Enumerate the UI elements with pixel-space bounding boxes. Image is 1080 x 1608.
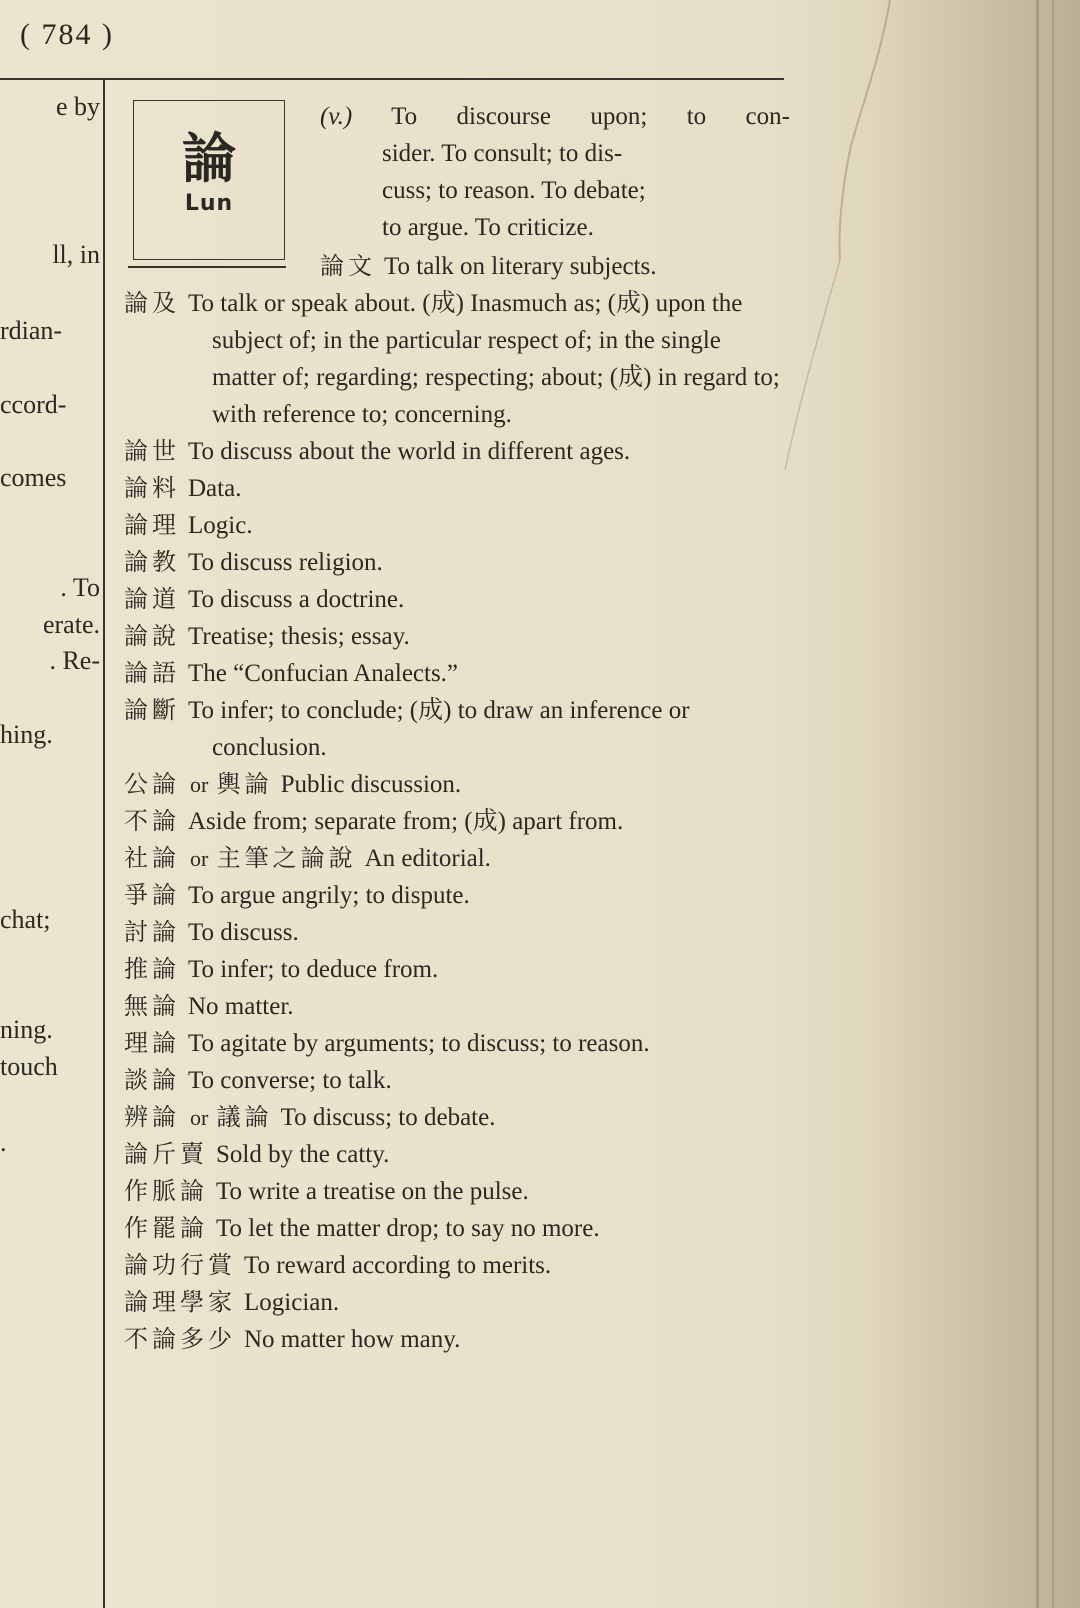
- compound-definition: Logician.: [244, 1289, 340, 1316]
- list-item: [124, 1099, 788, 1136]
- compound-definition: To talk on literary subjects.: [384, 253, 657, 280]
- compound-headword: 討論: [124, 918, 180, 946]
- page-edge: [1036, 0, 1039, 1608]
- compound-definition: Aside from; separate from; (成) apart from.: [188, 808, 624, 835]
- list-item: [124, 507, 788, 544]
- list-item: [124, 766, 788, 803]
- compound-definition: To argue angrily; to dispute.: [188, 882, 470, 909]
- compound-definition: To discuss a doctrine.: [188, 586, 405, 613]
- fragment-text: e by: [55, 92, 100, 121]
- compound-headword: 不論: [124, 807, 180, 835]
- list-item: [124, 1210, 788, 1247]
- compound-headword: 論理: [124, 511, 180, 539]
- fragment-text: .: [0, 1128, 7, 1157]
- part-of-speech: (v.): [320, 103, 353, 130]
- compound-definition: The “Confucian Analects.”: [188, 660, 459, 687]
- headword-box: [133, 100, 285, 260]
- fragment-text: ning.: [0, 1015, 53, 1044]
- compound-headword: 作罷論: [124, 1214, 208, 1242]
- compound-definition: To let the matter drop; to say no more.: [216, 1215, 600, 1242]
- compound-definition: No matter how many.: [244, 1326, 461, 1353]
- list-item: [124, 618, 788, 655]
- list-item: [124, 692, 788, 766]
- compound-headword: 談論: [124, 1066, 180, 1094]
- compound-definition: To discuss about the world in different ages.: [188, 438, 631, 465]
- fragment-text: ll, in: [52, 240, 100, 269]
- definition-line: cuss; to reason. To debate;: [382, 177, 646, 204]
- compound-headword: 推論: [124, 955, 180, 983]
- compound-definition: To reward according to merits.: [244, 1252, 552, 1279]
- compound-entries-list: [124, 248, 788, 1358]
- list-item: [124, 1136, 788, 1173]
- or-connector: or: [190, 846, 209, 871]
- compound-definition: An editorial.: [364, 845, 491, 872]
- headword-character: 論: [182, 127, 236, 190]
- compound-headword: 作脈論: [124, 1177, 208, 1205]
- list-item: [124, 840, 788, 877]
- fragment-text: touch: [0, 1052, 58, 1081]
- list-item: [124, 433, 788, 470]
- fragment-text: . Re-: [49, 646, 100, 675]
- list-item: [124, 1321, 788, 1358]
- page-number: ( 784 ): [20, 18, 114, 51]
- compound-definition: To talk or speak about. (成) Inasmuch as; (成) upon the subject of; in the particular respect of; in the single matter of; regarding; respecting; about; (成) in regard to; with reference to; concerning.: [188, 290, 780, 428]
- list-item: [124, 655, 788, 692]
- fragment-text: . To: [60, 573, 100, 602]
- list-item: [124, 1284, 788, 1321]
- compound-definition: To write a treatise on the pulse.: [216, 1178, 529, 1205]
- list-item: [124, 470, 788, 507]
- compound-definition: Sold by the catty.: [216, 1141, 390, 1168]
- compound-headword: 爭論: [124, 881, 180, 909]
- compound-headword: 理論: [124, 1029, 180, 1057]
- column-rule: [103, 80, 105, 1608]
- list-item: [320, 248, 788, 285]
- compound-headword: 論教: [124, 548, 180, 576]
- compound-headword: 公論: [124, 770, 180, 798]
- list-item: [124, 1025, 788, 1062]
- definition-line: sider. To consult; to dis-: [382, 140, 623, 167]
- compound-headword: 論理學家: [124, 1288, 236, 1316]
- list-item: [124, 1173, 788, 1210]
- main-definition: [320, 98, 790, 246]
- compound-headword: 論語: [124, 659, 180, 687]
- compound-definition: To converse; to talk.: [188, 1067, 392, 1094]
- compound-headword-alt: 議論: [216, 1103, 273, 1131]
- compound-headword: 論斤賣: [124, 1140, 208, 1168]
- compound-definition: Treatise; thesis; essay.: [188, 623, 410, 650]
- compound-headword: 論斷: [124, 696, 180, 724]
- headword-romanization: Lun: [184, 191, 234, 216]
- header-rule: [0, 78, 784, 80]
- compound-headword: 社論: [124, 844, 180, 872]
- compound-headword: 論及: [124, 289, 180, 317]
- list-item: [124, 544, 788, 581]
- compound-headword: 辨論: [124, 1103, 180, 1131]
- paper-tear-mark: [780, 0, 920, 700]
- fragment-text: chat;: [0, 905, 51, 934]
- compound-definition: Public discussion.: [280, 771, 462, 798]
- list-item: [124, 1247, 788, 1284]
- fragment-text: rdian-: [0, 316, 63, 345]
- list-item: [124, 914, 788, 951]
- list-item: [124, 285, 788, 433]
- fragment-text: erate.: [42, 610, 100, 639]
- list-item: [124, 988, 788, 1025]
- compound-headword: 不論多少: [124, 1325, 236, 1353]
- compound-headword: 論文: [320, 252, 376, 280]
- compound-definition: To infer; to conclude; (成) to draw an inference or conclusion.: [188, 697, 690, 761]
- list-item: [124, 951, 788, 988]
- compound-headword: 無論: [124, 992, 180, 1020]
- or-connector: or: [190, 1105, 209, 1130]
- compound-definition: To infer; to deduce from.: [188, 956, 439, 983]
- compound-definition: No matter.: [188, 993, 294, 1020]
- compound-headword: 論世: [124, 437, 180, 465]
- compound-definition: To discuss.: [188, 919, 299, 946]
- compound-definition: Logic.: [188, 512, 253, 539]
- page-edge: [1052, 0, 1054, 1608]
- fragment-text: ccord-: [0, 390, 67, 419]
- definition-line: (v.) To discourse upon; to con-: [320, 103, 790, 130]
- list-item: [124, 877, 788, 914]
- compound-headword-alt: 輿論: [216, 770, 273, 798]
- list-item: [124, 803, 788, 840]
- list-item: [124, 581, 788, 618]
- or-connector: or: [190, 772, 209, 797]
- compound-definition: To discuss religion.: [188, 549, 383, 576]
- compound-headword: 論功行賞: [124, 1251, 236, 1279]
- compound-headword: 論料: [124, 474, 180, 502]
- list-item: [124, 1062, 788, 1099]
- compound-headword-alt: 主筆之論說: [216, 844, 357, 872]
- fragment-text: comes: [0, 463, 67, 492]
- definition-line: to argue. To criticize.: [382, 214, 594, 241]
- compound-headword: 論道: [124, 585, 180, 613]
- compound-definition: Data.: [188, 475, 242, 502]
- fragment-text: hing.: [0, 720, 53, 749]
- compound-headword: 論說: [124, 622, 180, 650]
- compound-definition: To discuss; to debate.: [280, 1104, 496, 1131]
- compound-definition: To agitate by arguments; to discuss; to reason.: [188, 1030, 650, 1057]
